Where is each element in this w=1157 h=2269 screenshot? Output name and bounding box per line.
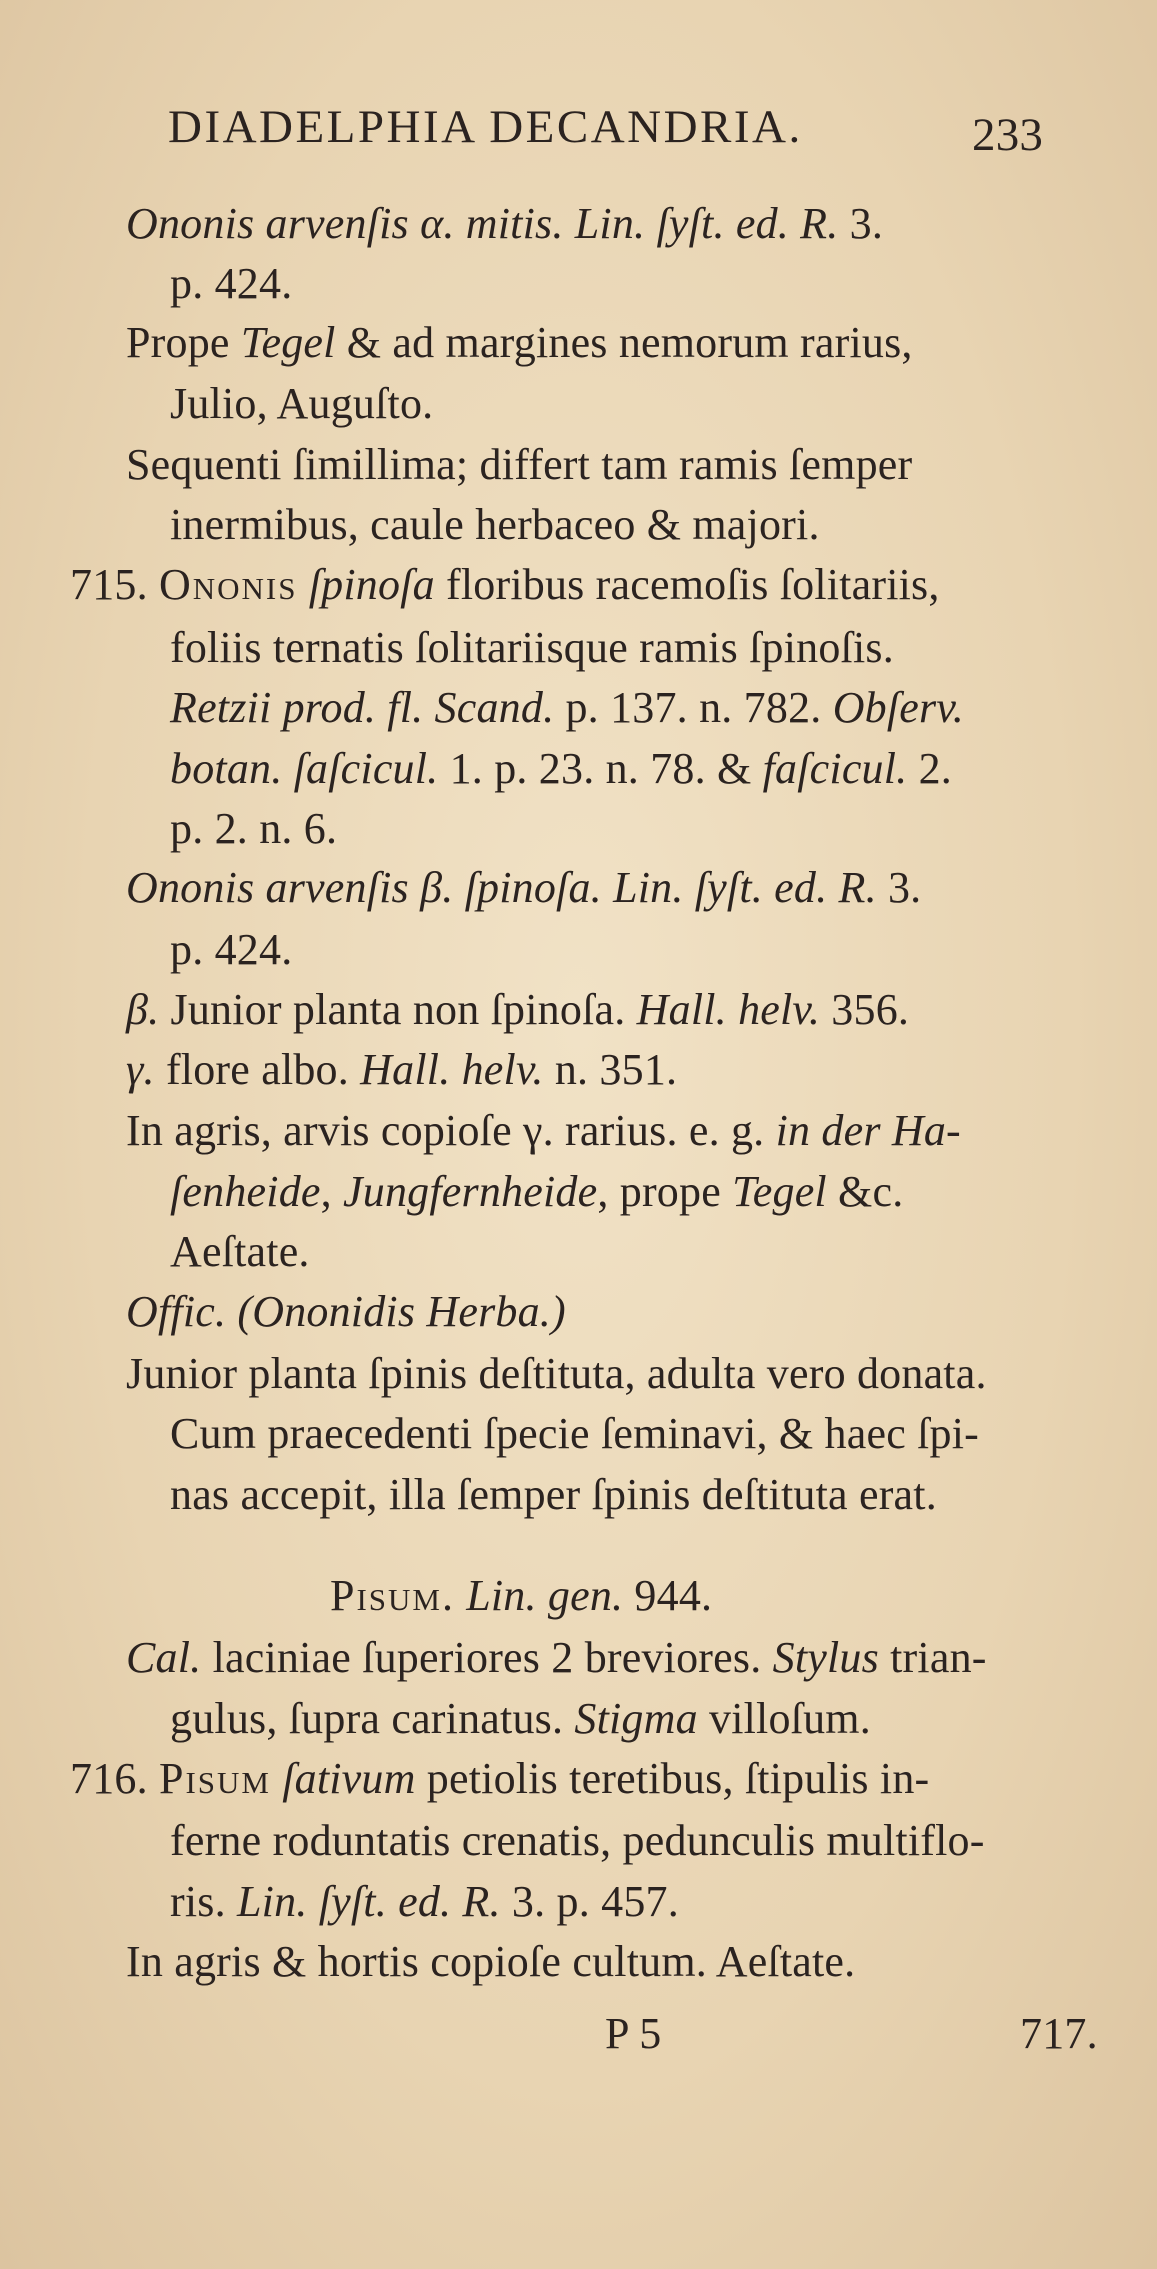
text-line <box>170 683 965 732</box>
italic-run: Obſerv. <box>832 683 965 732</box>
italic-run: ſativum <box>271 1754 416 1803</box>
text-run: 3. p. 457. <box>500 1877 679 1926</box>
text-run: Julio, Auguſto. <box>170 379 434 428</box>
text-run: p. 424. <box>170 925 293 974</box>
catchword: 717. <box>1020 2009 1098 2058</box>
text-line <box>170 1877 679 1926</box>
text-run: p. 2. n. 6. <box>170 804 338 853</box>
italic-run: Stylus <box>772 1633 879 1682</box>
text-run: , prope <box>597 1167 733 1216</box>
italic-run: Ononis arvenſis β. ſpinoſa. Lin. ſyſt. ed. R. <box>126 863 877 912</box>
text-run: 2. <box>907 744 952 793</box>
text-line <box>70 1754 930 1803</box>
text-run: 944. <box>623 1571 713 1620</box>
italic-run: Lin. ſyſt. ed. R. <box>237 1877 501 1926</box>
italic-run: γ. <box>126 1045 155 1094</box>
text-run: petiolis teretibus, ſtipulis in- <box>415 1754 930 1803</box>
text-run: 1. p. 23. n. 78. & <box>438 744 763 793</box>
text-run: p. 137. n. 782. <box>554 683 833 732</box>
text-run: foliis ternatis ſolitariisque ramis ſpinoſis. <box>170 623 894 672</box>
text-run: 715. <box>70 560 159 609</box>
text-line <box>170 1694 871 1743</box>
text-run: 716. <box>70 1754 159 1803</box>
italic-run: Hall. helv. <box>360 1045 544 1094</box>
italic-run: ſpinoſa <box>297 560 435 609</box>
italic-run: Retzii prod. fl. Scand. <box>170 683 555 732</box>
text-line <box>126 985 910 1034</box>
text-line <box>170 623 894 672</box>
italic-run: Hall. helv. <box>636 985 821 1034</box>
text-run: Prope <box>126 318 241 367</box>
italic-run: Ononis arvenſis α. mitis. Lin. ſyſt. ed. R. <box>126 199 850 248</box>
text-line <box>170 925 293 974</box>
text-run: p. 424. <box>170 259 293 308</box>
text-line <box>330 1571 713 1620</box>
text-run: In agris & hortis copioſe cultum. Aeſtate. <box>126 1937 856 1986</box>
text-run: inermibus, caule herbaceo & majori. <box>170 500 820 549</box>
text-line <box>170 1470 937 1519</box>
small-caps-run: Ononis <box>159 560 298 609</box>
text-line <box>126 1349 987 1398</box>
small-caps-run: Pisum. <box>330 1571 455 1620</box>
text-line <box>126 1106 961 1155</box>
text-run: laciniae ſuperiores 2 breviores. <box>201 1633 773 1682</box>
text-line <box>126 1287 566 1336</box>
text-run: & ad margines nemorum rarius, <box>335 318 913 367</box>
text-run: 356. <box>820 985 910 1034</box>
text-run: trian- <box>878 1633 987 1682</box>
text-run: 3. <box>849 199 884 248</box>
text-line <box>170 379 434 428</box>
italic-run: Jungfernheide <box>343 1167 598 1216</box>
text-line <box>126 1633 987 1682</box>
italic-run: Tegel <box>732 1167 827 1216</box>
italic-run: β. <box>126 985 160 1034</box>
text-run: 3. <box>876 863 922 912</box>
text-run: ris. <box>170 1877 237 1926</box>
text-line <box>170 744 952 793</box>
text-line <box>170 500 820 549</box>
text-line <box>126 1045 678 1094</box>
text-line <box>170 1167 904 1216</box>
italic-run: ſenheide <box>170 1167 321 1216</box>
italic-run: Offic. (Ononidis Herba.) <box>126 1287 566 1336</box>
text-run: , <box>320 1167 344 1216</box>
text-run: floribus racemoſis ſolitariis, <box>434 560 940 609</box>
text-line <box>126 318 913 367</box>
text-run: Cum praecedenti ſpecie ſeminavi, & haec ſpi- <box>170 1409 980 1458</box>
text-line <box>170 1409 980 1458</box>
text-line <box>170 1816 985 1865</box>
italic-run: Tegel <box>240 318 336 367</box>
italic-run: Stigma <box>574 1694 698 1743</box>
text-run: gulus, ſupra carinatus. <box>170 1694 575 1743</box>
italic-run: Lin. gen. <box>455 1571 624 1620</box>
text-run: In agris, arvis copioſe γ. rarius. e. g. <box>126 1106 776 1155</box>
text-line <box>126 440 913 489</box>
italic-run: in der Ha- <box>775 1106 961 1155</box>
text-run: ferne roduntatis crenatis, pedunculis multiflo- <box>170 1816 985 1865</box>
italic-run: faſcicul. <box>762 744 908 793</box>
text-run: Aeſtate. <box>170 1227 310 1276</box>
text-run: n. 351. <box>543 1045 678 1094</box>
text-line <box>70 560 940 609</box>
text-run: villoſum. <box>697 1694 871 1743</box>
signature-mark: P 5 <box>605 2009 662 2058</box>
small-caps-run: Pisum <box>159 1754 271 1803</box>
text-run: Junior planta ſpinis deſtituta, adulta vero donata. <box>126 1349 987 1398</box>
text-run: nas accepit, illa ſemper ſpinis deſtituta erat. <box>170 1470 937 1519</box>
text-run: Junior planta non ſpinoſa. <box>159 985 637 1034</box>
text-line <box>170 804 338 853</box>
text-run: Sequenti ſimillima; differt tam ramis ſemper <box>126 440 913 489</box>
text-line <box>126 1937 856 1986</box>
text-run: &c. <box>826 1167 904 1216</box>
text-line <box>126 199 884 248</box>
text-line <box>126 863 922 912</box>
text-run: flore albo. <box>154 1045 361 1094</box>
running-head: DIADELPHIA DECANDRIA. <box>168 101 803 153</box>
page-number: 233 <box>972 109 1044 161</box>
text-line <box>170 259 293 308</box>
italic-run: Cal. <box>126 1633 202 1682</box>
text-line <box>170 1227 310 1276</box>
italic-run: botan. ſaſcicul. <box>170 744 439 793</box>
